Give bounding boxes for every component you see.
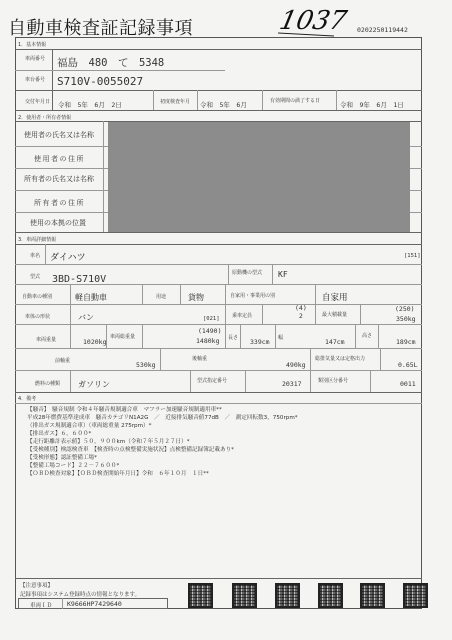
- purpose-value: 自家用: [322, 293, 348, 303]
- capacity-label: 乗車定員: [232, 313, 253, 319]
- engine-label: 原動機の型式: [232, 270, 263, 276]
- gross-label: 車両総重量: [110, 334, 136, 340]
- section-basic-heading: 1．基本情報: [18, 42, 47, 48]
- redaction-block: [108, 122, 410, 232]
- vehicle-id-value: K9666HP7429640: [67, 600, 122, 608]
- remark-line: 【ＯＢＤ検査対象】【ＯＢＤ検査開始年月日】令和 ６年１０月 １日**: [27, 471, 209, 477]
- capacity-value: (4) 2: [295, 304, 307, 320]
- fuel-value: ガソリン: [78, 380, 110, 389]
- first-reg-value: 令和 5年 6月: [200, 101, 247, 109]
- document-title: 自動車検査証記録事項: [8, 18, 193, 39]
- expiry-value: 令和 9年 6月 1日: [340, 101, 404, 109]
- max-load-paren: (250): [395, 305, 415, 313]
- owner-name-label: 所有者の氏名又は名称: [24, 175, 94, 183]
- gross-value: 1480kg: [196, 337, 220, 345]
- category-no-value: 0011: [400, 380, 416, 388]
- chassis-value: S710V-0055027: [57, 75, 144, 88]
- height-label: 高さ: [362, 333, 373, 339]
- type-approval-label: 型式指定番号: [197, 378, 228, 384]
- section-remarks-heading: 4．備考: [18, 396, 37, 402]
- displacement-label: 総排気量又は定格出力: [315, 356, 366, 362]
- fuel-label: 燃料の種類: [35, 381, 61, 387]
- owner-address-label: 所有者の住所: [34, 199, 85, 207]
- length-value: 339cm: [250, 338, 270, 346]
- body-value: バン: [78, 313, 94, 322]
- issue-date-label: 交付年月日: [25, 99, 51, 105]
- type-approval-value: 20317: [282, 380, 302, 388]
- model-value: 3BD-S710V: [52, 274, 107, 285]
- qr-code: [360, 583, 385, 608]
- section-vehicle-heading: 3．車両詳細情報: [18, 237, 57, 243]
- maker-value: ダイハツ: [50, 253, 86, 263]
- width-label: 幅: [278, 335, 284, 341]
- maker-label: 車名: [30, 253, 41, 259]
- expiry-label: 有効期間の満了する日: [270, 98, 321, 104]
- max-load-label: 最大積載量: [322, 312, 348, 318]
- section-owner-heading: 2．使用者・所有者情報: [18, 115, 72, 121]
- use-label: 用途: [156, 294, 167, 300]
- remark-line: 【受検形態】認証整備工場*: [27, 455, 97, 461]
- remark-line: 【走行距離計表示値】５０，９００km（令和７年５月２７日）*: [27, 439, 190, 445]
- qr-code: [232, 583, 257, 608]
- max-load-value: 350kg: [396, 315, 416, 323]
- qr-code: [188, 583, 213, 608]
- weight-value: 1020kg: [83, 338, 107, 346]
- displacement-value: 0.65L: [398, 361, 418, 369]
- notes-text: 記録事項はシステム登録時点の情報となります。: [20, 592, 141, 598]
- issue-date-value: 令和 5年 6月 2日: [58, 101, 122, 109]
- chassis-label: 車台番号: [25, 77, 46, 83]
- maker-code: [151]: [404, 253, 421, 259]
- qr-code: [318, 583, 343, 608]
- document-number: 0202250119442: [357, 26, 408, 34]
- first-reg-label: 初度検査年月: [160, 99, 191, 105]
- rear-axle-value: 490kg: [286, 361, 306, 369]
- category-value: 軽自動車: [75, 293, 107, 302]
- vehicle-id-label: 車両ＩＤ: [30, 603, 53, 609]
- gross-paren: (1490): [198, 327, 222, 335]
- qr-code: [275, 583, 300, 608]
- remark-line: 平成28年燃費基準達成車 騒音カテゴリN1A2G ／ 近接排気騒音値77dB ／ 測定回転数3，750rpm*: [27, 415, 298, 421]
- remark-line: （排出ガス規制適合車）（車両総重量 275rpm）*: [27, 423, 152, 429]
- user-name-label: 使用者の氏名又は名称: [24, 131, 94, 139]
- base-location-label: 使用の本拠の位置: [30, 219, 86, 227]
- height-value: 189cm: [396, 338, 416, 346]
- length-label: 長さ: [228, 335, 239, 341]
- user-address-label: 使用者の住所: [34, 155, 85, 163]
- remark-line: 【受検種別】検認検査車 【検査時の点検整備実施状況】点検整備記録簿記載あり*: [27, 447, 234, 453]
- remark-line: 【整備工場コード】２２－７６００*: [27, 463, 120, 469]
- front-axle-value: 530kg: [136, 361, 156, 369]
- use-value: 貨物: [188, 293, 204, 302]
- engine-value: KF: [278, 270, 288, 279]
- category-no-label: 類別区分番号: [318, 378, 349, 384]
- reg-number-label: 車両番号: [25, 56, 46, 62]
- handwritten-number: 1037: [276, 6, 350, 36]
- width-value: 147cm: [325, 338, 345, 346]
- reg-number-value: 福島 480 て 5348: [57, 57, 165, 69]
- model-label: 型式: [30, 274, 41, 280]
- notes-label: 【注意事項】: [20, 583, 54, 589]
- qr-code: [403, 583, 428, 608]
- weight-label: 車両重量: [36, 337, 57, 343]
- body-code: [021]: [203, 316, 220, 322]
- rear-axle-label: 後軸重: [192, 356, 208, 362]
- front-axle-label: 前軸重: [55, 358, 71, 364]
- remark-line: 【排出ガス】６，６００*: [27, 431, 92, 437]
- remark-line: 【騒音】 騒音規制 令和４年騒音規制適合車 マフラー加速騒音規制適用車**: [27, 407, 222, 413]
- body-label: 車体の形状: [25, 314, 51, 320]
- category-label: 自動車の種別: [22, 294, 53, 300]
- purpose-label: 自家用・事業用の別: [230, 293, 276, 299]
